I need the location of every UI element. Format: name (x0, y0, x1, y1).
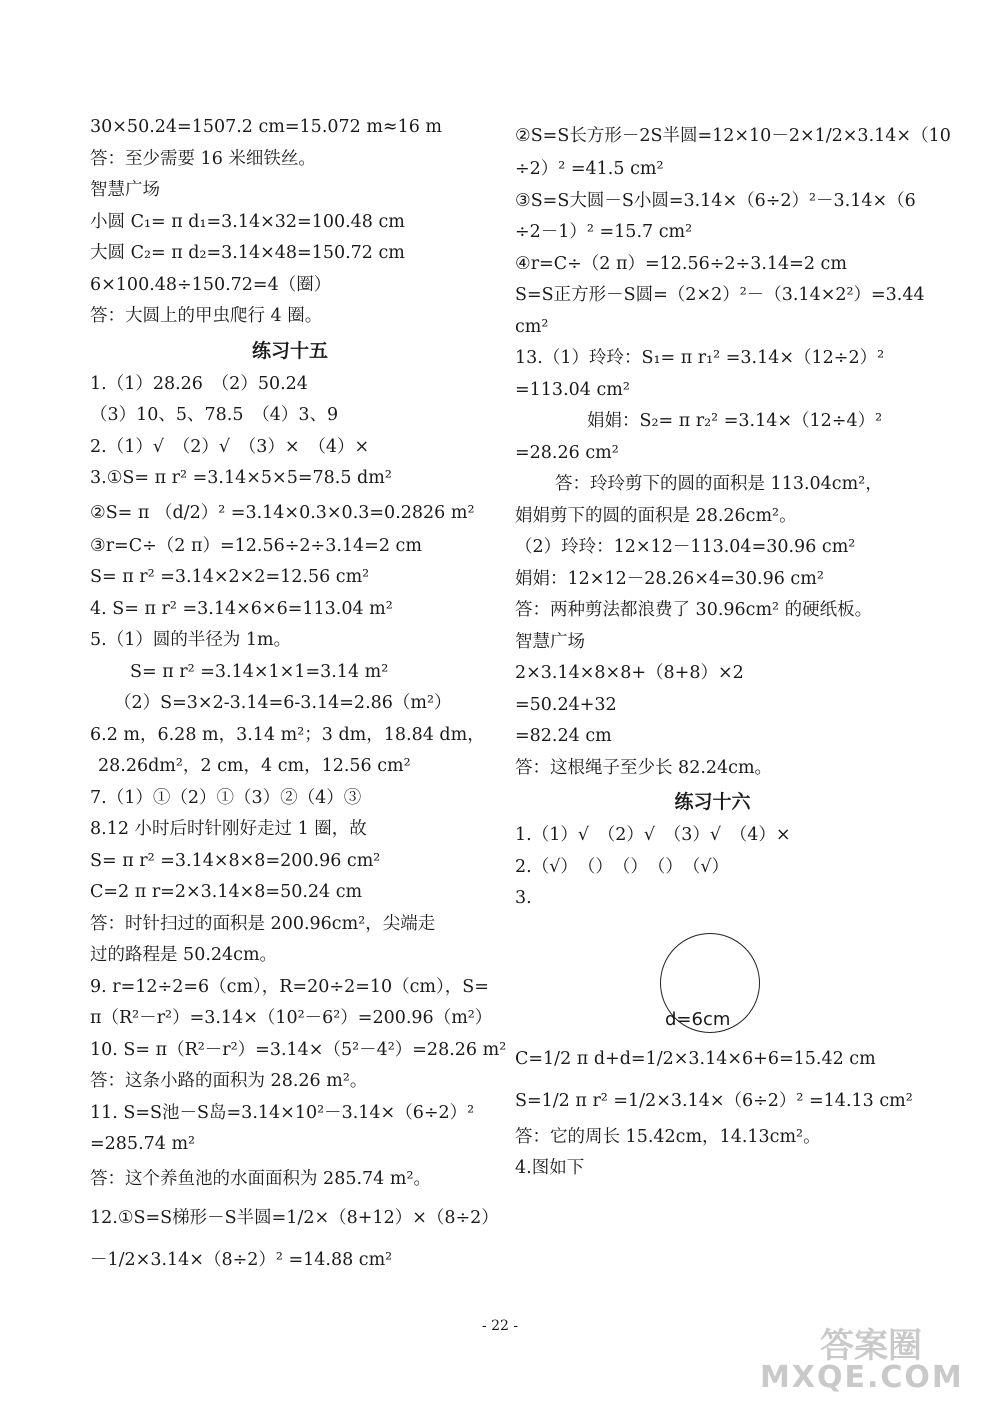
left-column (90, 112, 507, 1281)
text-line: 30×50.24=1507.2 cm=15.072 m≈16 m (90, 117, 443, 137)
text-line: 答：时针扫过的面积是 200.96cm²，尖端走 (90, 913, 436, 934)
text-line: S= π r² =3.14×1×1=3.14 m² (130, 661, 389, 682)
text-line: 答：它的周长 15.42cm，14.13cm²。 (515, 1126, 821, 1147)
text-line: =82.24 cm (515, 726, 612, 746)
text-line: ②S= π （d/2）² =3.14×0.3×0.3=0.2826 m² (90, 502, 475, 523)
text-line: 大圆 C₂= π d₂=3.14×48=150.72 cm (90, 243, 405, 263)
text-line: 娟娟：12×12－28.26×4=30.96 cm² (515, 568, 824, 589)
text-line: ③S=S大圆－S小圆=3.14×（6÷2）²－3.14×（6 (515, 190, 916, 211)
text-line: 答：这条小路的面积为 28.26 m²。 (90, 1071, 368, 1091)
text-line: 答：这个养鱼池的水面面积为 285.74 m²。 (90, 1168, 431, 1189)
text-line: 2.（1）√ （2）√ （3）× （4）× (90, 436, 370, 457)
text-line: 1.（1）√ （2）√ （3）√ （4）× (515, 825, 791, 845)
text-line: 娟娟剪下的圆的面积是 28.26cm²。 (515, 505, 797, 526)
section-label: 智慧广场 (90, 180, 160, 200)
text-line: 11. S=S池－S岛=3.14×10²－3.14×（6÷2）² (90, 1102, 475, 1123)
watermark-logo: 答案圈 (820, 1326, 922, 1366)
text-line: 28.26dm²，2 cm，4 cm，12.56 cm² (98, 756, 411, 776)
text-line: cm² (515, 316, 549, 337)
text-line: －1/2×3.14×（8÷2）² =14.88 cm² (90, 1249, 393, 1270)
text-line: 过的路程是 50.24cm。 (90, 945, 278, 965)
text-line: 2×3.14×8×8+（8+8）×2 (515, 663, 744, 683)
text-line: （3）10、5、78.5 （4）3、9 (90, 405, 339, 425)
text-line: ÷2）² =41.5 cm² (515, 159, 664, 179)
text-line: ④r=C÷（2 π）=12.56÷2÷3.14=2 cm (515, 253, 847, 274)
text-line: 13.（1）玲玲：S₁= π r₁² =3.14×（12÷2）² (515, 348, 885, 368)
text-line: =50.24+32 (515, 694, 617, 715)
text-line: 答：这根绳子至少长 82.24cm。 (515, 757, 773, 778)
text-line: 10. S= π（R²－r²）=3.14×（5²－4²）=28.26 m² (90, 1039, 507, 1060)
text-line: ②S=S长方形－2S半圆=12×10－2×1/2×3.14×（10 (515, 126, 951, 146)
text-line: （2）S=3×2-3.14=6-3.14=2.86（m²） (114, 693, 452, 713)
circle-figure (515, 933, 910, 1028)
text-line: 答：大圆上的甲虫爬行 4 圈。 (90, 306, 323, 326)
text-line: （2）玲玲：12×12－113.04=30.96 cm² (515, 537, 856, 557)
text-line: S=1/2 π r² =1/2×3.14×（6÷2）² =14.13 cm² (515, 1090, 913, 1111)
watermark-url: MXQE.COM (760, 1360, 964, 1395)
page-number: - 22 - (481, 1318, 519, 1334)
text-line: 12.①S=S梯形－S半圆=1/2×（8+12）×（8÷2） (90, 1207, 499, 1228)
text-line: 1.（1）28.26 （2）50.24 (90, 373, 308, 394)
text-line: 答：两种剪法都浪费了 30.96cm² 的硬纸板。 (515, 600, 873, 620)
text-line: 4. S= π r² =3.14×6×6=113.04 m² (90, 598, 393, 619)
exercise-heading: 练习十六 (674, 791, 751, 813)
exercise-heading: 练习十五 (251, 339, 328, 362)
text-line: 答：玲玲剪下的圆的面积是 113.04cm²， (555, 474, 883, 494)
text-line: ÷2－1）² =15.7 cm² (515, 222, 693, 242)
text-line: 3.①S= π r² =3.14×5×5=78.5 dm² (90, 468, 392, 488)
text-line: C=2 π r=2×3.14×8=50.24 cm (90, 882, 363, 902)
text-line: S= π r² =3.14×8×8=200.96 cm² (90, 850, 381, 871)
text-line: 4.图如下 (515, 1158, 585, 1178)
text-line: 娟娟：S₂= π r₂² =3.14×（12÷4）² (587, 411, 883, 431)
text-line: 2.（√） （） （） （） （√） (515, 856, 729, 877)
text-line: ③r=C÷（2 π）=12.56÷2÷3.14=2 cm (90, 535, 422, 556)
text-line: S=S正方形－S圆=（2×2）²－（3.14×2²）=3.44 (515, 285, 925, 305)
text-line: 小圆 C₁= π d₁=3.14×32=100.48 cm (90, 211, 405, 232)
text-line: 3. (515, 888, 532, 908)
right-column (515, 118, 951, 1185)
text-line: C=1/2 π d+d=1/2×3.14×6+6=15.42 cm (515, 1048, 876, 1069)
section-label: 智慧广场 (515, 631, 585, 652)
text-line: 答：至少需要 16 米细铁丝。 (90, 148, 316, 169)
text-line: 5.（1）圆的半径为 1m。 (90, 630, 292, 650)
text-line: S= π r² =3.14×2×2=12.56 cm² (90, 567, 370, 587)
text-line: 8.12 小时后时针刚好走过 1 圈，故 (90, 819, 367, 839)
text-line: 7.（1）①（2）①（3）②（4）③ (90, 787, 362, 808)
text-line: =285.74 m² (90, 1134, 196, 1154)
text-line: 6.2 m，6.28 m，3.14 m²；3 dm，18.84 dm， (90, 724, 485, 745)
text-line: =28.26 cm² (515, 442, 619, 463)
text-line: 9. r=12÷2=6（cm），R=20÷2=10（cm），S= (90, 976, 489, 997)
text-line: 6×100.48÷150.72=4（圈） (90, 274, 332, 295)
diameter-label: d=6cm (665, 1008, 731, 1030)
text-line: =113.04 cm² (515, 379, 630, 400)
text-line: π（R²－r²）=3.14×（10²－6²）=200.96（m²） (90, 1008, 493, 1028)
